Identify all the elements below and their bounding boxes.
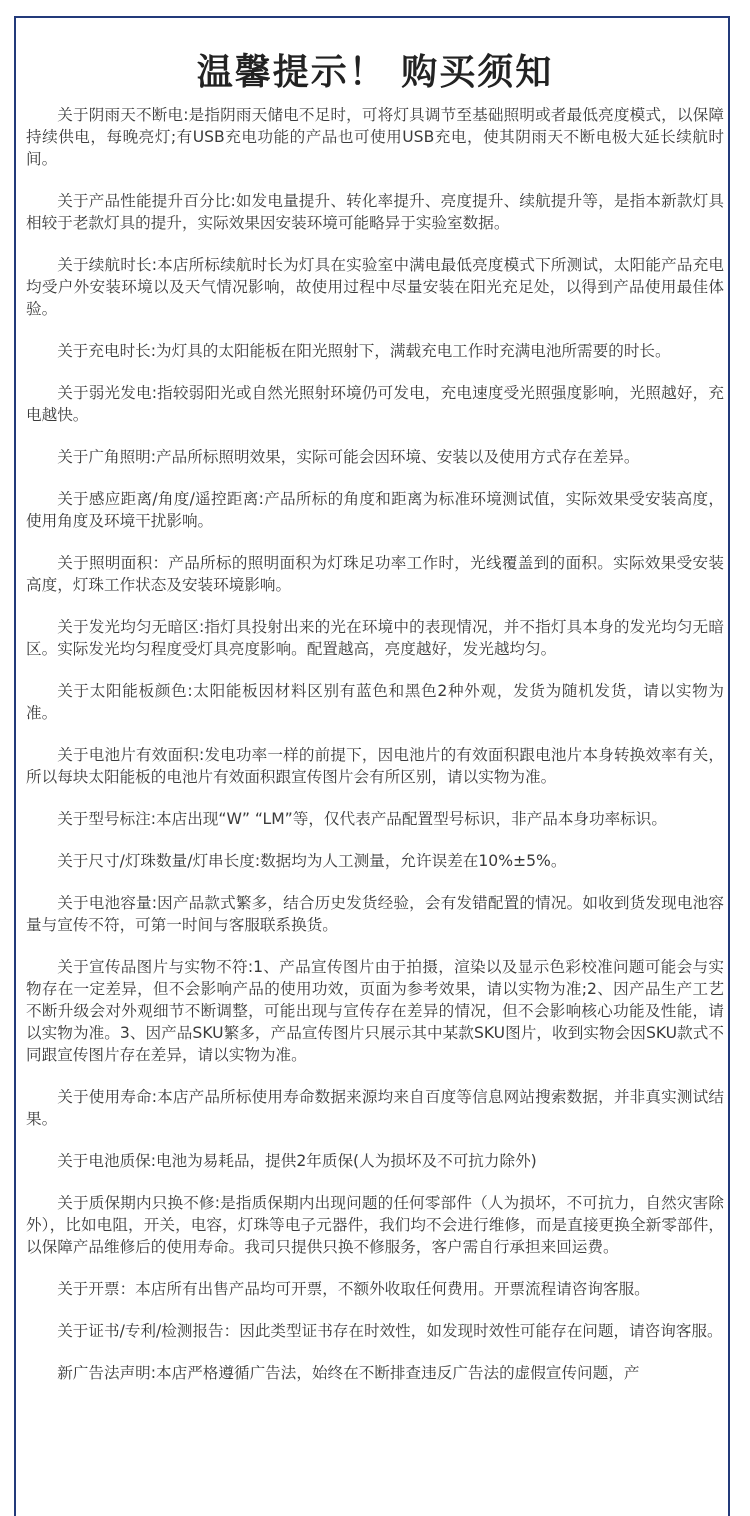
notice-item: 关于使用寿命:本店产品所标使用寿命数据来源均来自百度等信息网站搜索数据，并非真实测试结果。 [26,1088,724,1128]
notice-item: 关于电池片有效面积:发电功率一样的前提下，因电池片的有效面积跟电池片本身转换效率有关，所以每块太阳能板的电池片有效面积跟宣传图片会有所区别，请以实物为准。 [26,746,724,786]
notice-item: 关于广角照明:产品所标照明效果，实际可能会因环境、安装以及使用方式存在差异。 [57,448,640,466]
notice-item: 关于阴雨天不断电:是指阴雨天储电不足时，可将灯具调节至基础照明或者最低亮度模式，以保障持续供电，每晚亮灯;有USB充电功能的产品也可使用USB充电，使其阴雨天不断电极大延长续航时间。 [26,106,724,168]
notice-item: 关于产品性能提升百分比:如发电量提升、转化率提升、亮度提升、续航提升等，是指本新款灯具相较于老款灯具的提升，实际效果因安装环境可能略异于实验室数据。 [26,192,724,232]
notice-item: 关于发光均匀无暗区:指灯具投射出来的光在环境中的表现情况，并不指灯具本身的发光均匀无暗区。实际发光均匀程度受灯具亮度影响。配置越高，亮度越好，发光越均匀。 [26,618,724,658]
notice-item: 关于弱光发电:指较弱阳光或自然光照射环境仍可发电，充电速度受光照强度影响，光照越好，充电越快。 [26,384,724,424]
notice-item: 关于充电时长:为灯具的太阳能板在阳光照射下，满载充电工作时充满电池所需要的时长。 [57,342,671,360]
notice-item: 关于电池容量:因产品款式繁多，结合历史发货经验，会有发错配置的情况。如收到货发现电池容量与宣传不符，可第一时间与客服联系换货。 [26,894,724,934]
notice-item: 新广告法声明:本店严格遵循广告法，始终在不断排查违反广告法的虚假宣传问题，产 [57,1364,640,1382]
notice-item: 关于照明面积：产品所标的照明面积为灯珠足功率工作时，光线覆盖到的面积。实际效果受安装高度，灯珠工作状态及安装环境影响。 [26,554,724,594]
page-title: 温馨提示！ 购买须知 [196,52,554,93]
notice-item: 关于太阳能板颜色:太阳能板因材料区别有蓝色和黑色2种外观，发货为随机发货，请以实物为准。 [26,682,724,722]
notice-item: 关于质保期内只换不修:是指质保期内出现问题的任何零部件（人为损坏，不可抗力，自然灾害除外），比如电阻，开关，电容，灯珠等电子元器件，我们均不会进行维修，而是直接更换全新零部件，以保障产品维修后的使用寿命。我司只提供只换不修服务，客户需自行承担来回运费。 [26,1194,724,1256]
notice-item: 关于续航时长:本店所标续航时长为灯具在实验室中满电最低亮度模式下所测试，太阳能产品充电均受户外安装环境以及天气情况影响，故使用过程中尽量安装在阳光充足处，以得到产品使用最佳体验。 [26,256,724,318]
notice-item: 关于电池质保:电池为易耗品，提供2年质保(人为损坏及不可抗力除外) [57,1152,537,1170]
notice-item: 关于宣传品图片与实物不符:1、产品宣传图片由于拍摄，渲染以及显示色彩校准问题可能会与实物存在一定差异，但不会影响产品的使用功效，页面为参考效果，请以实物为准;2、因产品生产工艺不断升级会对外观细节不断调整，可能出现与宣传存在差异的情况，但不会影响核心功能及性能，请以实物为准。3、因产品SKU繁多，产品宣传图片只展示其中某款SKU图片，收到实物会因SKU款式不同跟宣传图片存在差异，请以实物为准。 [26,958,724,1064]
notice-item: 关于开票：本店所有出售产品均可开票，不额外收取任何费用。开票流程请咨询客服。 [57,1280,650,1298]
notice-list [26,104,724,1404]
notice-item: 关于证书/专利/检测报告：因此类型证书存在时效性，如发现时效性可能存在问题，请咨询客服。 [57,1322,723,1340]
notice-item: 关于尺寸/灯珠数量/灯串长度:数据均为人工测量，允许误差在10%±5%。 [57,852,567,870]
notice-item: 关于感应距离/角度/遥控距离:产品所标的角度和距离为标准环境测试值，实际效果受安装高度，使用角度及环境干扰影响。 [26,490,724,530]
notice-item: 关于型号标注:本店出现“W” “LM”等，仅代表产品配置型号标识，非产品本身功率标识。 [57,810,667,828]
